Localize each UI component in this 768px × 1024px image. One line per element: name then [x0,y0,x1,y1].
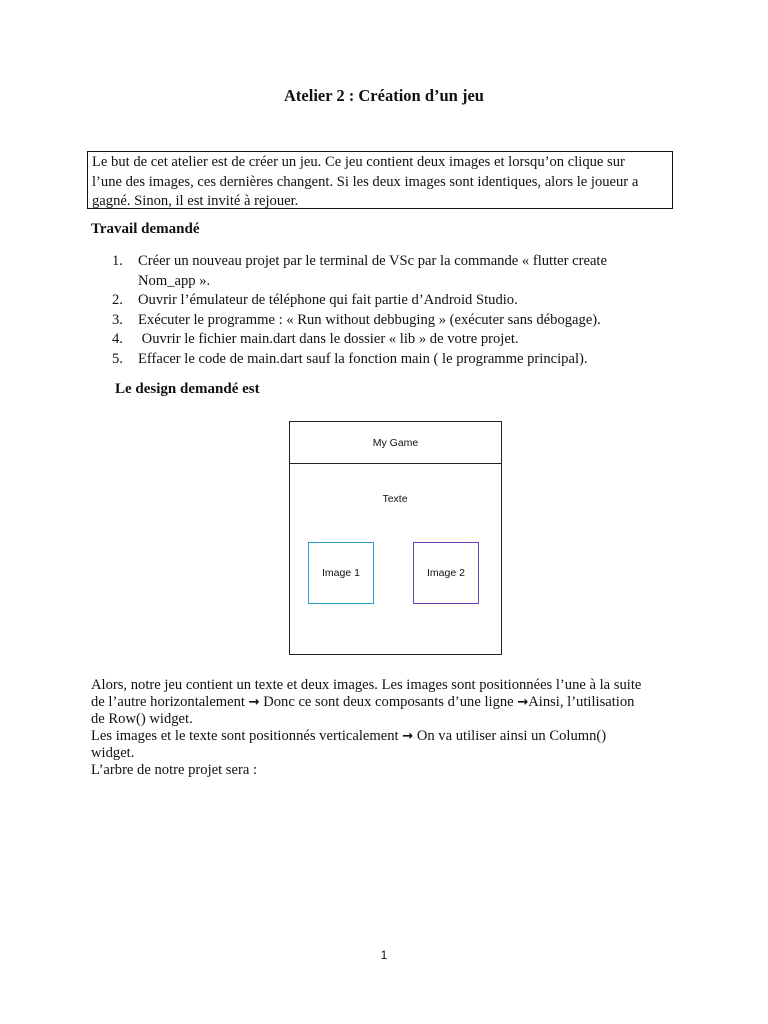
intro-box [87,151,673,209]
list-item [112,252,712,291]
step-text: Ouvrir l’émulateur de téléphone qui fait partie d’Android Studio. [138,292,518,308]
explanation-paragraph [91,677,691,779]
step-text: Créer un nouveau projet par le terminal de VSc par la commande « flutter create [138,253,607,269]
step-number: 4. [112,331,123,347]
step-text: Exécuter le programme : « Run without debbuging » (exécuter sans débogage). [138,311,601,328]
list-item [112,311,712,331]
arrow-right-icon: → [517,695,529,710]
step-number: 2. [112,292,123,308]
steps-list [112,252,712,369]
mockup-appbar [290,422,501,464]
design-heading: Le design demandé est [115,381,260,397]
intro-line: gagné. Sinon, il est invité à rejouer. [92,193,299,209]
mockup-appbar-title: My Game [372,436,419,449]
phone-mockup [289,421,502,655]
paragraph-line: widget. [91,745,135,761]
intro-line: l’une des images, ces dernières changent. Si les deux images sont identiques, alors le joueur a [92,173,639,190]
mockup-text-label: Texte [382,493,408,505]
mockup-image-1 [308,542,374,604]
step-number: 5. [112,350,123,367]
list-item [112,350,712,370]
paragraph-line: Alors, notre jeu contient un texte et deux images. Les images sont positionnées l’une à la suite [91,677,642,693]
page-number: 1 [380,948,388,962]
list-item [112,330,712,350]
step-number: 3. [112,311,123,328]
paragraph-line: de Row() widget. [91,711,193,727]
list-item [112,291,712,311]
paragraph-line: de l’autre horizontalement → Donc ce sont deux composants d’une ligne →Ainsi, l’utilisation [91,694,635,710]
paragraph-line: Les images et le texte sont positionnés verticalement → On va utiliser ainsi un Column() [91,728,607,744]
mockup-image-2 [413,542,479,604]
paragraph-line: L’arbre de notre projet sera : [91,762,257,778]
step-text: Effacer le code de main.dart sauf la fonction main ( le programme principal). [138,350,588,367]
arrow-right-icon: → [402,729,414,744]
arrow-right-icon: → [248,695,260,710]
travail-heading: Travail demandé [91,221,200,237]
mockup-image-1-label: Image 1 [322,567,360,579]
step-text-cont: Nom_app ». [138,272,211,289]
step-number: 1. [112,253,123,269]
step-text: Ouvrir le fichier main.dart dans le dossier « lib » de votre projet. [138,331,519,347]
mockup-image-2-label: Image 2 [427,567,465,579]
page-title: Atelier 2 : Création d’un jeu [284,86,484,105]
intro-line: Le but de cet atelier est de créer un jeu. Ce jeu contient deux images et lorsqu’on clique sur [92,154,625,170]
